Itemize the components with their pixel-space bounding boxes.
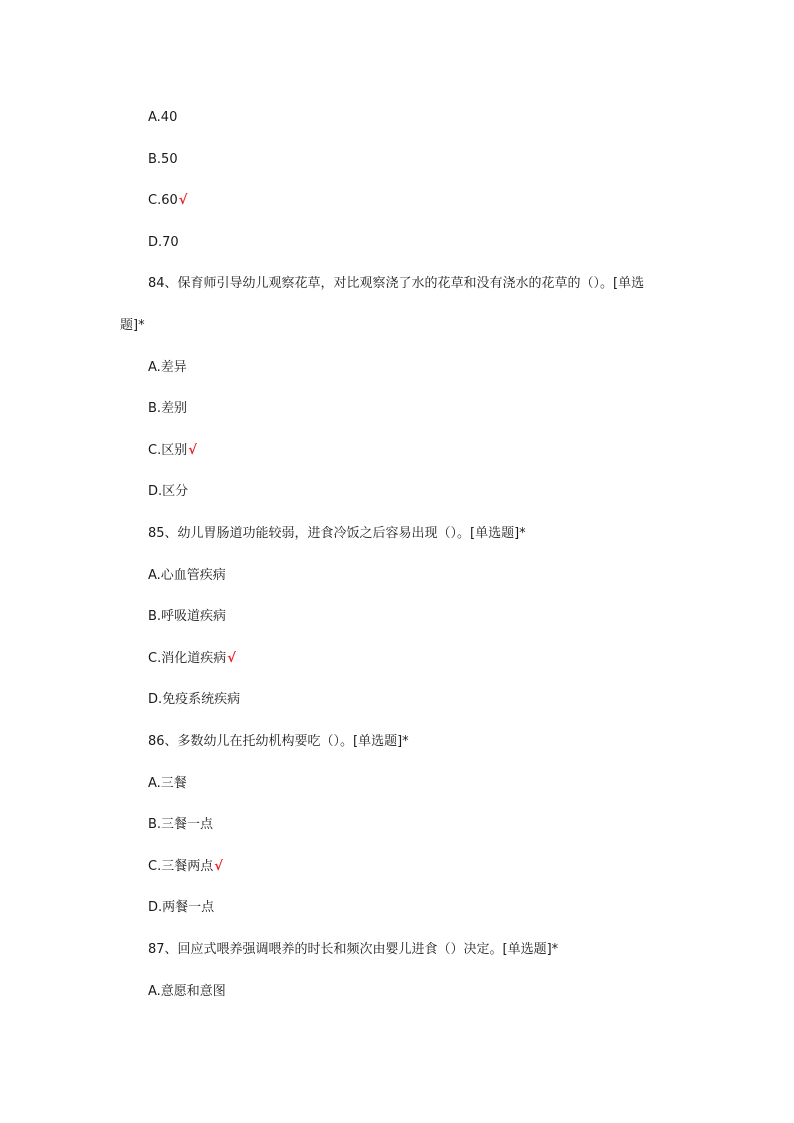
question-text: 84、保育师引导幼儿观察花草，对比观察浇了水的花草和没有浇水的花草的（）。[单选 — [148, 276, 645, 291]
option-a-q86 — [148, 776, 187, 792]
option-text: D.70 — [148, 235, 179, 250]
question-85 — [148, 526, 526, 542]
option-a-q83 — [148, 110, 177, 126]
option-b-q86 — [148, 817, 213, 833]
correct-check-icon: √ — [227, 651, 236, 666]
question-text: 86、多数幼儿在托幼机构要吃（）。[单选题]* — [148, 734, 409, 749]
question-text: 85、幼儿胃肠道功能较弱，进食冷饭之后容易出现（）。[单选题]* — [148, 526, 526, 541]
option-text: D.两餐一点 — [148, 900, 215, 915]
option-text: C.60 — [148, 193, 178, 208]
option-b-q84 — [148, 401, 187, 417]
correct-check-icon: √ — [214, 859, 223, 874]
option-text: C.区别 — [148, 443, 188, 458]
option-b-q85 — [148, 609, 226, 625]
option-d-q86 — [148, 900, 214, 916]
option-text: C.三餐两点 — [148, 859, 214, 874]
option-text: C.消化道疾病 — [148, 651, 227, 666]
question-84 — [148, 276, 644, 292]
option-text: A.心血管疾病 — [148, 568, 226, 583]
option-b-q83 — [148, 152, 178, 168]
option-text: D.区分 — [148, 484, 189, 499]
option-text: A.意愿和意图 — [148, 984, 226, 999]
option-text: A.三餐 — [148, 776, 187, 791]
option-text: B.呼吸道疾病 — [148, 609, 227, 624]
option-c-q84 — [148, 443, 197, 459]
option-text: B.差别 — [148, 401, 188, 416]
option-a-q87 — [148, 984, 226, 1000]
option-c-q86 — [148, 859, 223, 875]
option-text: A.差异 — [148, 360, 187, 375]
question-86 — [148, 734, 409, 750]
option-a-q84 — [148, 360, 187, 376]
option-c-q85 — [148, 651, 236, 667]
question-text: 87、回应式喂养强调喂养的时长和频次由婴儿进食（）决定。[单选题]* — [148, 942, 559, 957]
question-87 — [148, 942, 558, 958]
option-text: D.免疫系统疾病 — [148, 692, 241, 707]
correct-check-icon: √ — [188, 443, 197, 458]
option-d-q85 — [148, 692, 240, 708]
option-text: A.40 — [148, 110, 178, 125]
option-text: B.50 — [148, 152, 178, 167]
correct-check-icon: √ — [178, 193, 188, 208]
option-c-q83 — [148, 193, 187, 209]
option-d-q83 — [148, 235, 179, 251]
option-text: B.三餐一点 — [148, 817, 214, 832]
option-a-q85 — [148, 568, 226, 584]
option-d-q84 — [148, 484, 188, 500]
question-84-continued — [120, 318, 145, 334]
question-text: 题]* — [120, 318, 145, 333]
